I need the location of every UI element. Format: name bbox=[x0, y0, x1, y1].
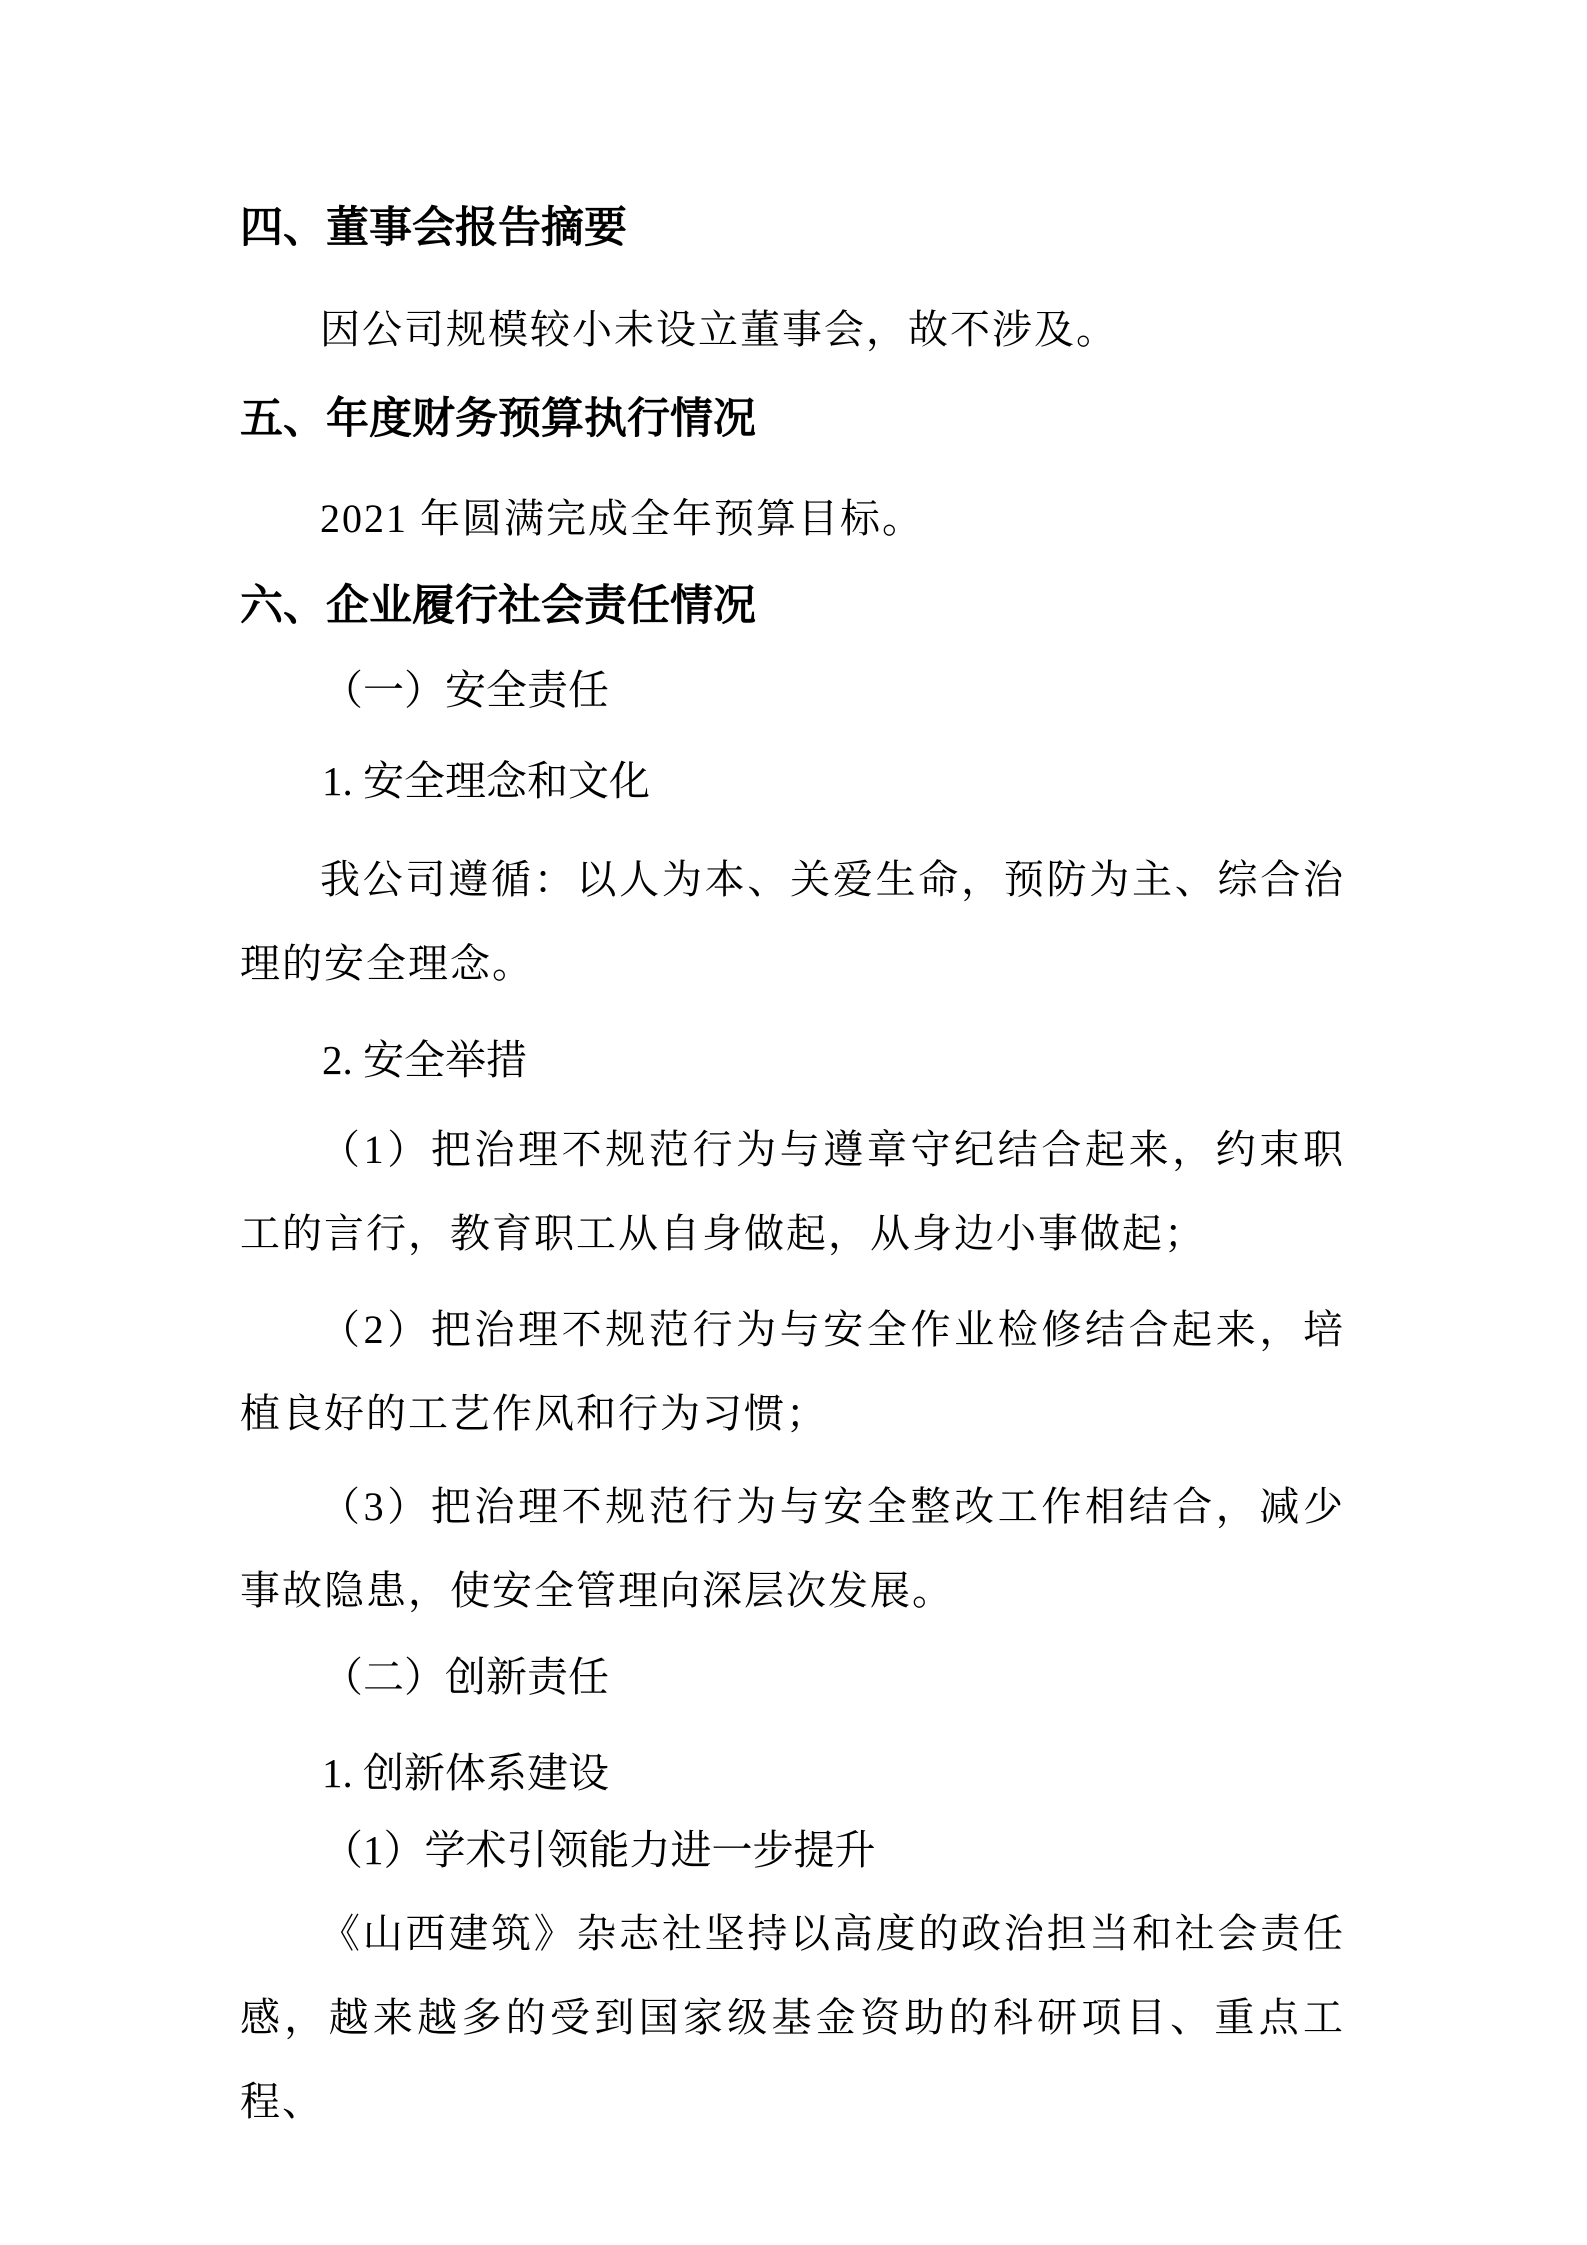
subheading-academic-leadership: （1）学术引领能力进一步提升 bbox=[322, 1827, 876, 1873]
para-budget-execution: 2021 年圆满完成全年预算目标。 bbox=[320, 496, 924, 541]
subheading-innovation-responsibility: （二）创新责任 bbox=[322, 1654, 609, 1700]
para-safety-concept: 我公司遵循：以人为本、关爱生命，预防为主、综合治理的安全理念。 bbox=[240, 857, 1345, 986]
para-safety-measure-2: （2）把治理不规范行为与安全作业检修结合起来，培植良好的工艺作风和行为习惯； bbox=[240, 1307, 1345, 1436]
para-academic-leadership: 《山西建筑》杂志社坚持以高度的政治担当和社会责任感，越来越多的受到国家级基金资助的科研项目、重点工程、 bbox=[240, 1911, 1345, 2124]
heading-social-responsibility: 六、企业履行社会责任情况 bbox=[240, 582, 756, 630]
subheading-safety-measures: 2. 安全举措 bbox=[322, 1037, 527, 1083]
para-safety-measure-3: （3）把治理不规范行为与安全整改工作相结合，减少事故隐患，使安全管理向深层次发展。 bbox=[240, 1484, 1345, 1613]
para-safety-measure-1: （1）把治理不规范行为与遵章守纪结合起来，约束职工的言行，教育职工从自身做起，从身边小事做起； bbox=[240, 1127, 1345, 1256]
para-board-report: 因公司规模较小未设立董事会，故不涉及。 bbox=[320, 307, 1118, 352]
subheading-safety-concept: 1. 安全理念和文化 bbox=[322, 758, 650, 804]
subheading-safety-responsibility: （一）安全责任 bbox=[322, 667, 609, 713]
heading-board-report: 四、董事会报告摘要 bbox=[240, 204, 627, 252]
heading-budget-execution: 五、年度财务预算执行情况 bbox=[240, 395, 756, 443]
subheading-innovation-system: 1. 创新体系建设 bbox=[322, 1750, 609, 1796]
